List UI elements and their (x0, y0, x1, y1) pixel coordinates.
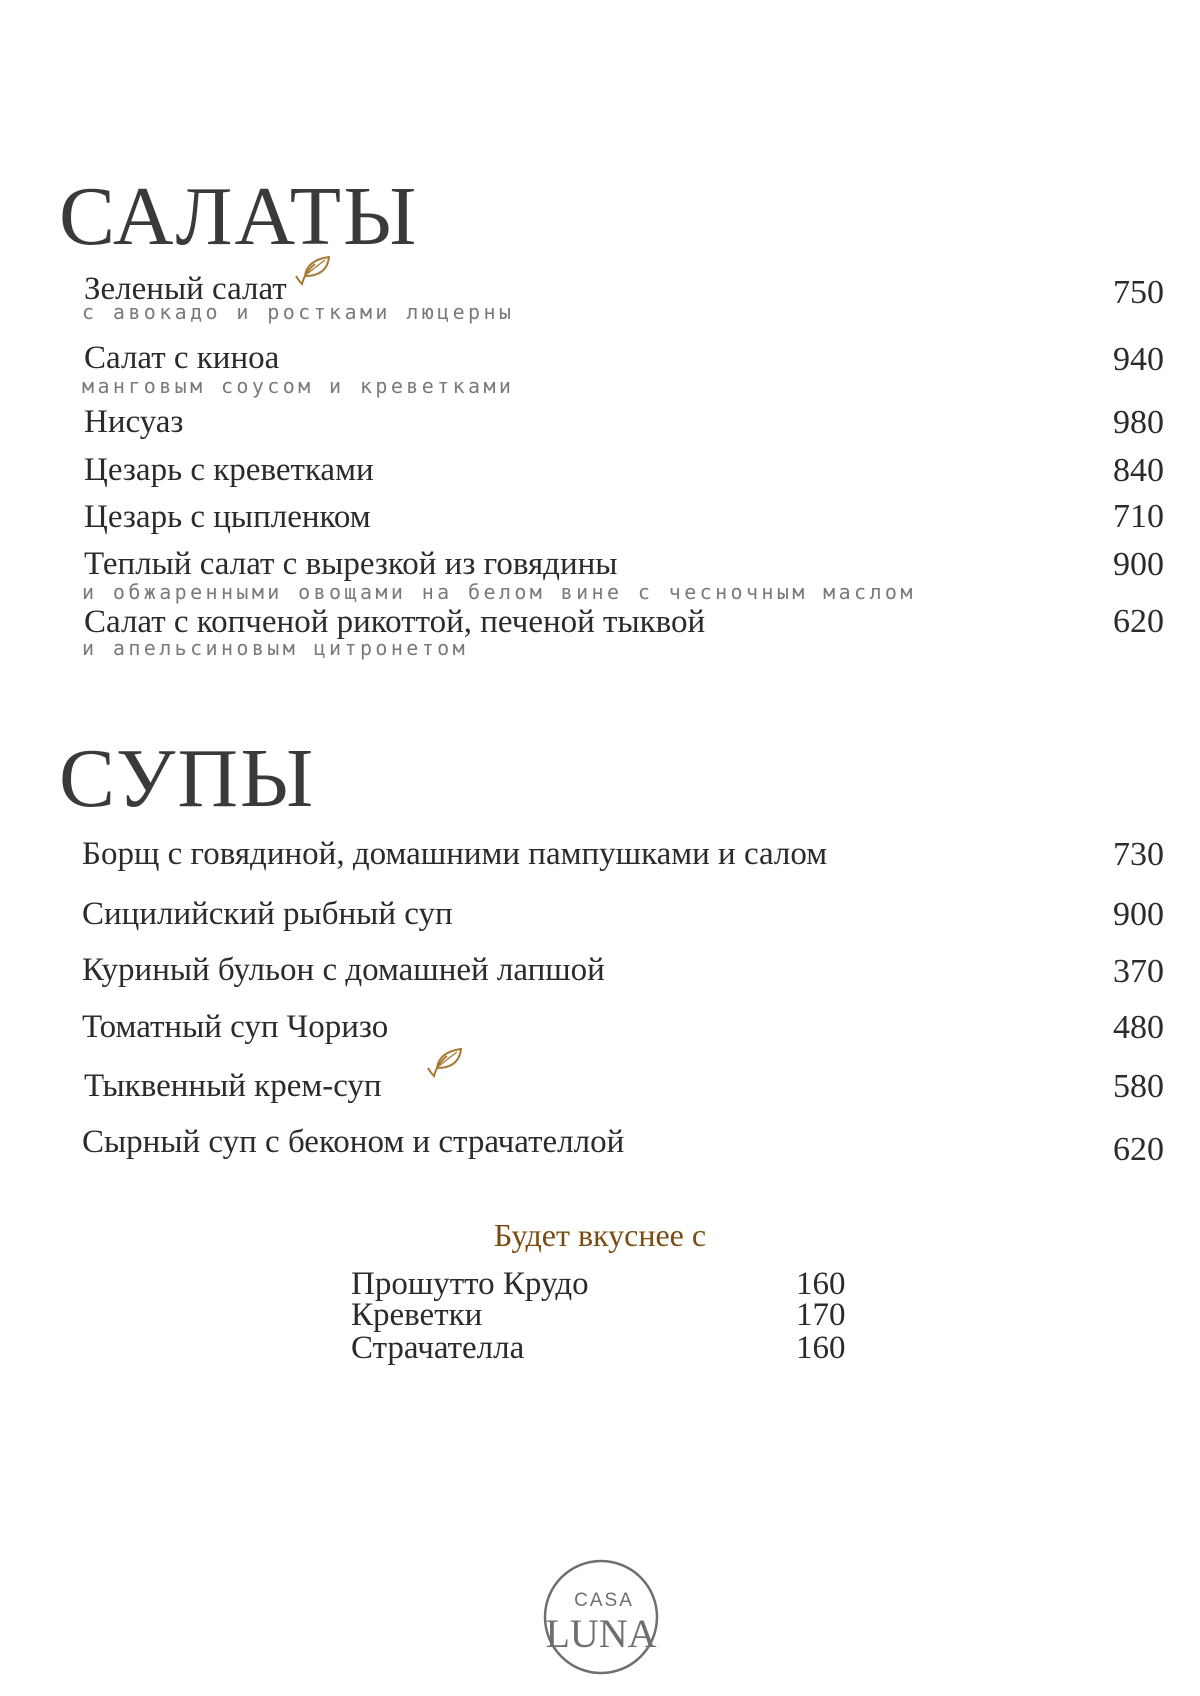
extra-price-prosciutto: 160 (796, 1266, 846, 1302)
soup-name-sicilian: Сицилийский рыбный суп (82, 896, 453, 932)
extra-price-shrimp: 170 (796, 1297, 846, 1333)
salad-desc-green: с авокадо и ростками люцерны (82, 300, 515, 324)
extra-name-prosciutto: Прошутто Крудо (351, 1266, 589, 1302)
salad-price-caesar-shrimp: 840 (1113, 452, 1164, 489)
logo-bottom-text: LUNA (545, 1611, 657, 1656)
soup-name-cheese: Сырный суп с беконом и страчателлой (82, 1124, 625, 1160)
soup-name-borscht: Борщ с говядиной, домашними пампушками и салом (82, 836, 828, 872)
salad-price-quinoa: 940 (1113, 341, 1164, 378)
salad-price-nicoise: 980 (1113, 404, 1164, 441)
salad-price-caesar-chicken: 710 (1113, 498, 1164, 535)
salad-price-green: 750 (1113, 274, 1164, 311)
soup-price-sicilian: 900 (1113, 896, 1164, 933)
extra-name-stracciatella: Страчателла (351, 1330, 525, 1366)
leaf-icon (293, 254, 333, 288)
soup-price-tomato: 480 (1113, 1009, 1164, 1046)
salad-desc-ricotta: и апельсиновым цитронетом (82, 636, 469, 660)
salad-desc-warm-beef: и обжаренными овощами на белом вине с чесночным маслом (82, 580, 916, 604)
soup-price-cheese: 620 (1113, 1131, 1164, 1168)
casa-luna-logo (541, 1557, 661, 1677)
salad-price-ricotta: 620 (1113, 603, 1164, 640)
leaf-icon (425, 1046, 465, 1080)
soups-title: СУПЫ (59, 732, 316, 825)
salad-name-ricotta: Салат с копченой рикоттой, печеной тыквой (84, 604, 706, 640)
salads-title: САЛАТЫ (59, 170, 419, 263)
salad-name-caesar-chicken: Цезарь с цыпленком (84, 499, 371, 535)
soup-name-chicken-broth: Куриный бульон с домашней лапшой (82, 952, 605, 988)
extra-price-stracciatella: 160 (796, 1330, 846, 1366)
logo-top-text: CASA (574, 1590, 634, 1611)
salad-name-nicoise: Нисуаз (84, 404, 184, 440)
soup-price-chicken-broth: 370 (1113, 953, 1164, 990)
extras-title: Будет вкуснее с (493, 1217, 707, 1253)
salad-price-warm-beef: 900 (1113, 546, 1164, 583)
soup-price-pumpkin: 580 (1113, 1068, 1164, 1105)
salad-desc-quinoa: манговым соусом и креветками (82, 374, 515, 398)
salad-name-warm-beef: Теплый салат с вырезкой из говядины (84, 546, 618, 582)
soup-name-pumpkin: Тыквенный крем-суп (84, 1068, 382, 1104)
soup-price-borscht: 730 (1113, 836, 1164, 873)
soup-name-tomato: Томатный суп Чоризо (82, 1009, 389, 1045)
salad-name-quinoa: Салат с киноа (84, 340, 280, 376)
salad-name-green: Зеленый салат (84, 271, 287, 307)
salad-name-caesar-shrimp: Цезарь с креветками (84, 452, 374, 488)
extra-name-shrimp: Креветки (351, 1297, 483, 1333)
